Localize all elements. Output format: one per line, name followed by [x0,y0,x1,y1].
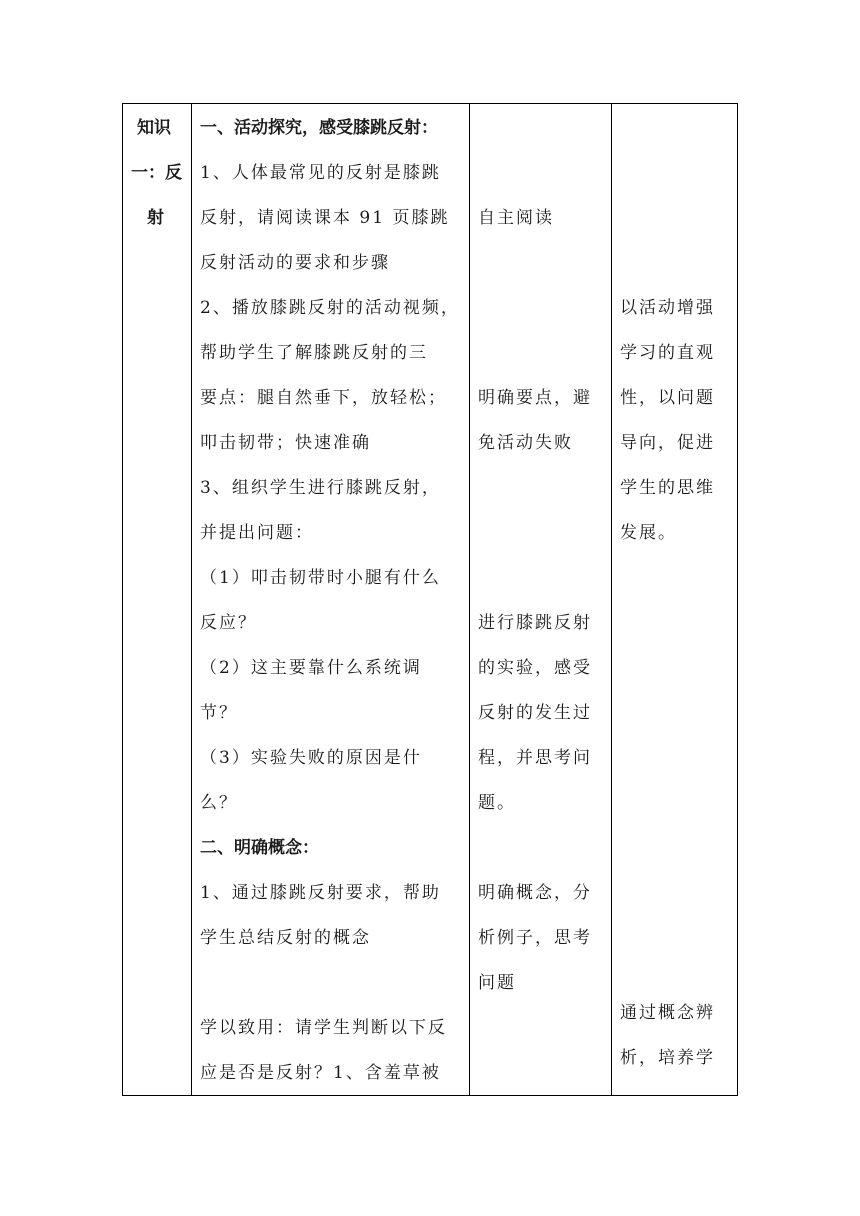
student-activity-line: 程，并思考问 [478,748,592,768]
activity-line: 学生总结反射的概念 [200,928,371,948]
design-intent-line: 发展。 [620,523,677,543]
activity-line: 要点：腿自然垂下，放轻松； [200,388,447,408]
design-intent-line: 以活动增强 [620,298,715,318]
activity-line: （3）实验失败的原因是什 [200,748,422,768]
student-activity-line: 反射的发生过 [478,703,592,723]
activity-line: （1）叩击韧带时小腿有什么 [200,568,441,588]
column-divider [191,104,192,1095]
activity-line: 3、组织学生进行膝跳反射， [200,478,441,498]
activity-line: 学以致用：请学生判断以下反 [200,1018,447,1038]
student-activity-line: 明确概念，分 [478,883,592,903]
design-intent-line: 学习的直观 [620,343,715,363]
column-divider [611,104,612,1095]
design-intent-line: 通过概念辨 [620,1003,715,1023]
student-activity-line: 析例子，思考 [478,928,592,948]
student-activity-line: 进行膝跳反射 [478,613,592,633]
student-activity-line: 问题 [478,973,516,993]
section-title-line: 知识 [137,118,171,138]
student-activity-line: 免活动失败 [478,433,573,453]
student-activity-line: 题。 [478,793,516,813]
activity-heading: 一、活动探究，感受膝跳反射： [200,118,438,138]
activity-line: 反应？ [200,613,257,633]
activity-line: 并提出问题： [200,523,314,543]
design-intent-line: 导向，促进 [620,433,715,453]
column-divider [469,104,470,1095]
activity-line: 反射活动的要求和步骤 [200,253,390,273]
design-intent-line: 性，以问题 [620,388,715,408]
section-title-line: 一：反 [131,163,182,183]
activity-line: 么？ [200,793,238,813]
activity-line: 2、播放膝跳反射的活动视频， [200,298,460,318]
student-activity-line: 明确要点，避 [478,388,592,408]
student-activity-line: 的实验，感受 [478,658,592,678]
activity-heading: 二、明确概念： [200,838,319,858]
activity-line: 叩击韧带；快速准确 [200,433,371,453]
design-intent-line: 析，培养学 [620,1048,715,1068]
activity-line: （2）这主要靠什么系统调 [200,658,422,678]
activity-line: 1、通过膝跳反射要求，帮助 [200,883,441,903]
activity-line: 帮助学生了解膝跳反射的三 [200,343,428,363]
activity-line: 节？ [200,703,238,723]
activity-line: 应是否是反射？1、含羞草被 [200,1063,441,1083]
section-title-line: 射 [147,208,164,228]
student-activity-line: 自主阅读 [478,208,554,228]
design-intent-line: 学生的思维 [620,478,715,498]
activity-line: 1、人体最常见的反射是膝跳 [200,163,441,183]
activity-line: 反射，请阅读课本 91 页膝跳 [200,208,450,228]
